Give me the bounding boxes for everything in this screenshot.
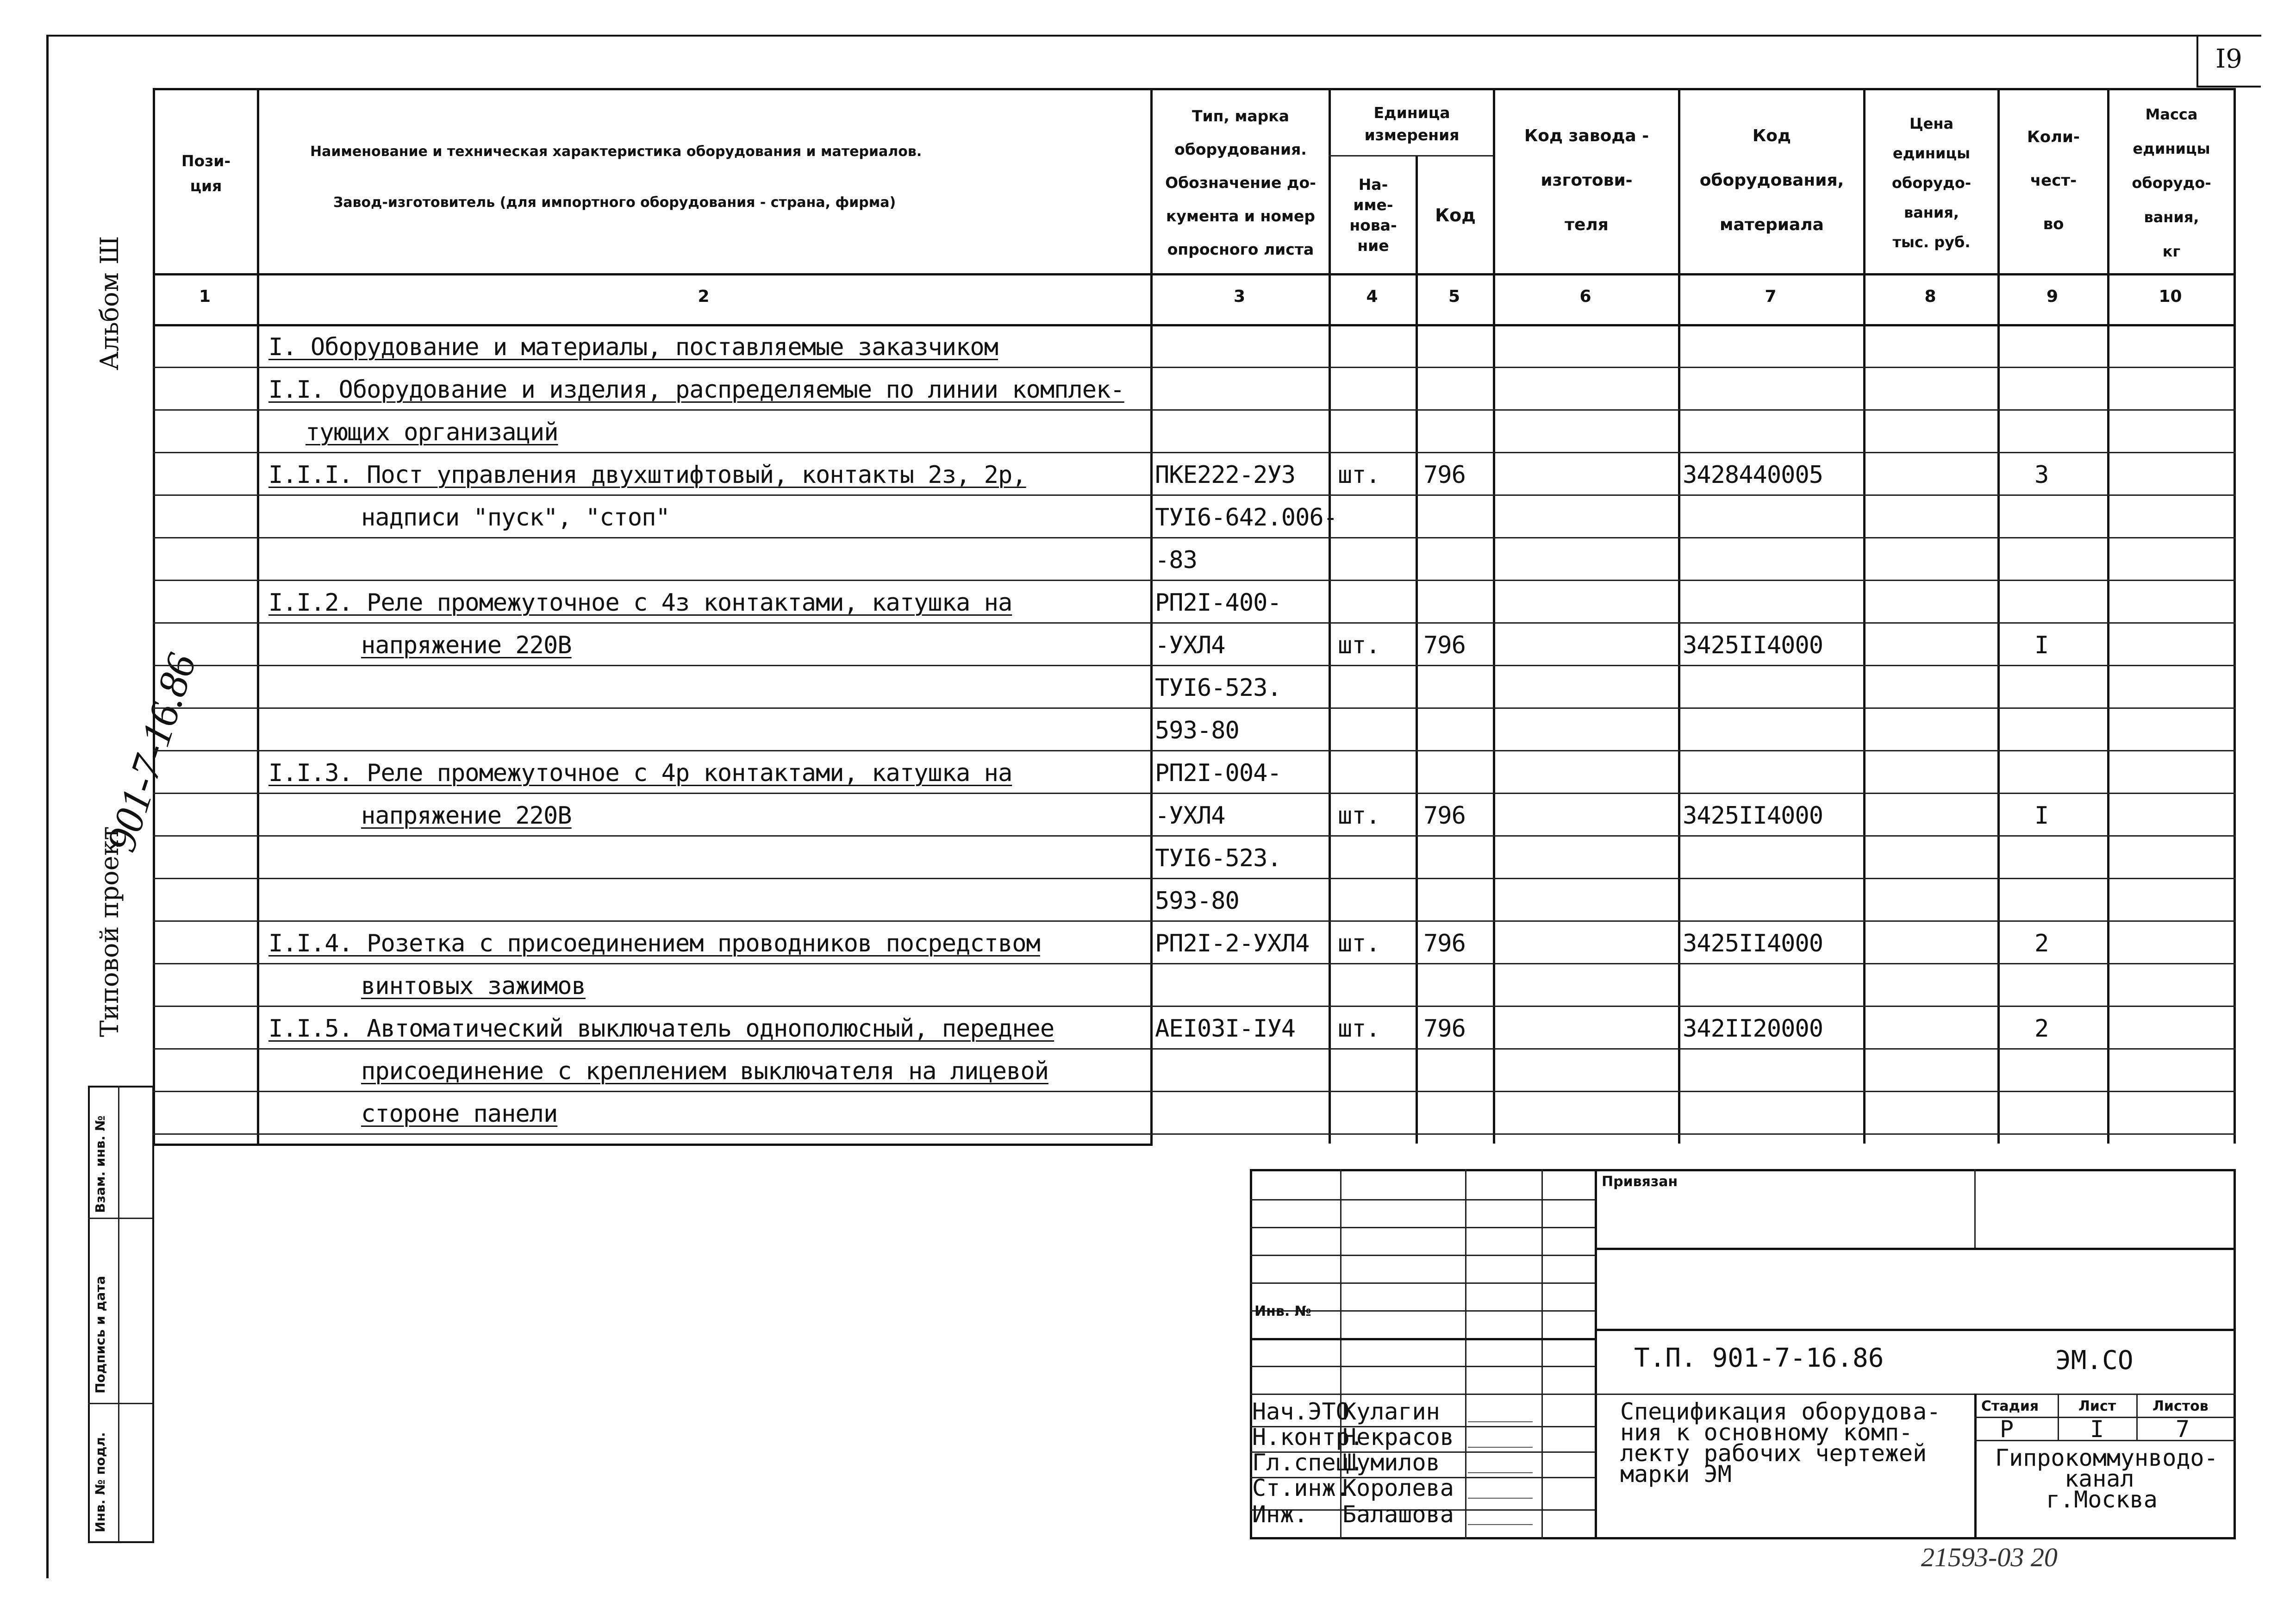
row-divider — [153, 1048, 2236, 1050]
header-unit-code: Код — [1435, 205, 1476, 225]
doc-code: Т.П. 901-7-16.86 — [1634, 1343, 1884, 1373]
cell-c3: ПКЕ222-2УЗ — [1155, 461, 1296, 489]
col-num-4: 4 — [1366, 287, 1378, 306]
cell-c3: -УХЛ4 — [1155, 631, 1225, 659]
stamp-label-signature: Подпись и дата — [93, 1275, 108, 1394]
stage-value: Р — [2000, 1416, 2014, 1443]
staff-name: Некрасов — [1342, 1424, 1454, 1450]
sheet-label: Лист — [2078, 1398, 2116, 1414]
spec-table — [153, 88, 2236, 1144]
staff-name: Шумилов — [1342, 1449, 1440, 1476]
cell-c7: 3428440005 — [1683, 461, 1823, 489]
row-divider — [153, 580, 2236, 581]
cell-c3: РП2I-2-УХЛ4 — [1155, 930, 1310, 957]
cell-c3: -83 — [1155, 546, 1197, 574]
cell-c2: I.I.I. Пост управления двухштифтовый, контакты 2з, 2р, — [268, 461, 1026, 489]
col-num-5: 5 — [1448, 287, 1460, 306]
staff-name: Балашова — [1342, 1501, 1454, 1528]
col-num-6: 6 — [1579, 287, 1591, 306]
header-unit: Единица измерения — [1364, 103, 1460, 144]
cell-c7: 3425II4000 — [1683, 802, 1823, 830]
cell-c9: 3 — [2034, 461, 2049, 489]
sheets-label: Листов — [2152, 1398, 2209, 1414]
org-line-1: Гипрокоммунводо- — [1995, 1444, 2218, 1471]
doc-description-4: марки ЭМ — [1620, 1461, 1732, 1488]
cell-c5: 796 — [1423, 930, 1466, 957]
doc-description-2: ния к основному комп- — [1620, 1419, 1913, 1446]
cell-c7: 3425II4000 — [1683, 930, 1823, 957]
row-divider — [153, 878, 2236, 879]
cell-c3: 593-80 — [1155, 887, 1239, 915]
signature-mark — [1468, 1424, 1541, 1448]
row-divider — [153, 665, 2236, 666]
header-type: Тип, марка оборудования. Обозначение до- кумента и номер опросного листа — [1165, 107, 1316, 258]
cell-c4: шт. — [1338, 802, 1380, 830]
signature-mark — [1468, 1475, 1541, 1499]
title-block — [1250, 1169, 2236, 1539]
cell-c2: тующих организаций — [306, 419, 558, 446]
signature-mark — [1468, 1449, 1541, 1473]
cell-c2: стороне панели — [361, 1100, 558, 1128]
col-num-8: 8 — [1924, 287, 1936, 306]
row-divider — [153, 1091, 2236, 1092]
row-divider — [153, 1133, 2236, 1135]
cell-c5: 796 — [1423, 802, 1466, 830]
sheet-value: I — [2090, 1416, 2104, 1443]
cell-c4: шт. — [1338, 930, 1380, 957]
cell-c5: 796 — [1423, 631, 1466, 659]
header-mass: Масса единицы оборудо- вания, кг — [2132, 106, 2211, 260]
col-num-9: 9 — [2046, 287, 2059, 306]
row-divider — [153, 793, 2236, 794]
col-num-2: 2 — [698, 287, 710, 306]
cell-c3: РП2I-004- — [1155, 759, 1281, 787]
cell-c2: I.I. Оборудование и изделия, распределяемые по линии комплек- — [268, 376, 1124, 404]
cell-c7: 342II20000 — [1683, 1015, 1823, 1043]
album-label: Альбом Ш — [95, 236, 124, 370]
staff-name: Кулагин — [1342, 1398, 1440, 1425]
row-divider — [153, 367, 2236, 368]
row-divider — [153, 920, 2236, 922]
stage-label: Стадия — [1981, 1398, 2039, 1414]
stamp-label-vzam: Взам. инв. № — [93, 1115, 108, 1213]
header-unit-name: На- име- нова- ние — [1349, 175, 1397, 255]
row-divider — [153, 707, 2236, 709]
sheets-value: 7 — [2176, 1416, 2190, 1443]
cell-c9: I — [2034, 802, 2049, 830]
staff-role: Инж. — [1252, 1501, 1308, 1528]
col-num-7: 7 — [1765, 287, 1777, 306]
bottom-note: 21593-03 20 — [1921, 1542, 2058, 1572]
cell-c2: I.I.5. Автоматический выключатель однополюсный, переднее — [268, 1015, 1054, 1043]
cell-c3: АЕI03I-IУ4 — [1155, 1015, 1296, 1043]
header-quantity: Коли- чест- во — [2027, 128, 2080, 233]
row-divider — [153, 537, 2236, 538]
row-divider — [153, 494, 2236, 496]
cell-c9: 2 — [2034, 1015, 2049, 1043]
cell-c9: I — [2034, 631, 2049, 659]
sheet-number: I9 — [2215, 44, 2242, 74]
row-divider — [153, 1006, 2236, 1007]
cell-c3: РП2I-400- — [1155, 589, 1281, 617]
cell-c4: шт. — [1338, 631, 1380, 659]
cell-c2: I. Оборудование и материалы, поставляемые заказчиком — [268, 333, 998, 361]
header-position: Пози- ция — [181, 152, 231, 195]
col-num-1: 1 — [199, 287, 211, 306]
staff-role: Гл.спец. — [1252, 1449, 1364, 1476]
cell-c2: I.I.3. Реле промежуточное с 4р контактами, катушка на — [268, 759, 1012, 787]
doc-mark: ЭМ.СО — [2055, 1345, 2134, 1375]
stamp-label-inv-podl: Инв. № подл. — [93, 1432, 108, 1532]
cell-c2: винтовых зажимов — [361, 972, 586, 1000]
row-divider — [153, 963, 2236, 964]
signature-mark — [1468, 1501, 1541, 1525]
col-num-10: 10 — [2159, 287, 2182, 306]
staff-role: Ст.инж. — [1252, 1475, 1350, 1501]
cell-c5: 796 — [1423, 1015, 1466, 1043]
cell-c7: 3425II4000 — [1683, 631, 1823, 659]
cell-c3: 593-80 — [1155, 717, 1239, 744]
org-line-2: канал — [2065, 1465, 2134, 1492]
privyazan-label: Привязан — [1602, 1174, 1678, 1190]
col-num-3: 3 — [1233, 287, 1246, 306]
cell-c9: 2 — [2034, 930, 2049, 957]
project-label: Типовой проект — [95, 826, 124, 1037]
header-plant-code: Код завода - изготови- теля — [1524, 126, 1649, 234]
cell-c4: шт. — [1338, 461, 1380, 489]
header-price: Цена единицы оборудо- вания, тыс. руб. — [1891, 115, 1972, 251]
cell-c4: шт. — [1338, 1015, 1380, 1043]
row-divider — [153, 750, 2236, 751]
staff-name: Королева — [1342, 1475, 1454, 1501]
cell-c2: напряжение 220В — [361, 631, 572, 659]
org-line-3: г.Москва — [2046, 1486, 2158, 1513]
row-divider — [153, 452, 2236, 453]
cell-c5: 796 — [1423, 461, 1466, 489]
cell-c2: напряжение 220В — [361, 802, 572, 830]
header-equipment-code: Код оборудования, материала — [1699, 126, 1844, 234]
cell-c2: присоединение с креплением выключателя на лицевой — [361, 1057, 1049, 1085]
staff-role: Нач.ЭТО — [1252, 1398, 1350, 1425]
cell-c3: ТУI6-523. — [1155, 674, 1281, 702]
row-divider — [153, 835, 2236, 837]
cell-c3: ТУI6-642.006- — [1155, 504, 1337, 531]
inv-no-label: Инв. № — [1254, 1303, 1311, 1319]
signature-mark — [1468, 1398, 1541, 1422]
project-handwritten: 901-7-16.86 — [98, 648, 205, 857]
doc-description-3: лекту рабочих чертежей — [1620, 1440, 1927, 1467]
header-name-line1: Наименование и техническая характеристика оборудования и материалов. — [310, 144, 922, 160]
header-name-line2: Завод-изготовитель (для импортного оборудования - страна, фирма) — [333, 194, 896, 211]
cell-c3: -УХЛ4 — [1155, 802, 1225, 830]
row-divider — [153, 409, 2236, 411]
doc-description-1: Спецификация оборудова- — [1620, 1398, 1941, 1425]
cell-c2: I.I.2. Реле промежуточное с 4з контактами, катушка на — [268, 589, 1012, 617]
staff-role: Н.контр. — [1252, 1424, 1364, 1450]
cell-c2: надписи "пуск", "стоп" — [361, 504, 670, 531]
cell-c2: I.I.4. Розетка с присоединением проводников посредством — [268, 930, 1040, 957]
row-divider — [153, 622, 2236, 624]
cell-c3: ТУI6-523. — [1155, 844, 1281, 872]
